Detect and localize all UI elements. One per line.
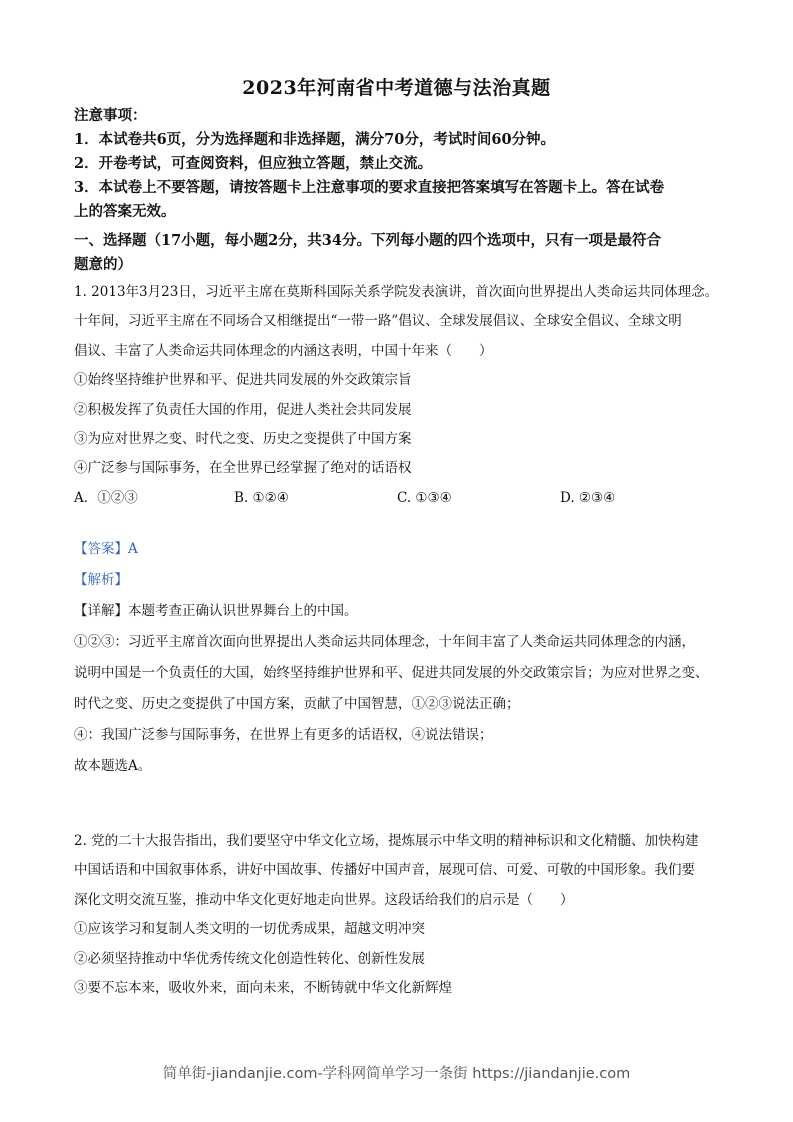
notice-item: 1．本试卷共6页，分为选择题和非选择题，满分70分，考试时间60分钟。 [74, 131, 556, 148]
statement-item: ②必须坚持推动中华优秀传统文化创造性转化、创新性发展 [74, 950, 425, 967]
section-heading-line: 一、选择题（17小题，每小题2分，共34分。下列每小题的四个选项中，只有一项是最符合 [74, 232, 661, 249]
option-b: B. ①②④ [234, 489, 289, 506]
statement-item: ①应该学习和复制人类文明的一切优秀成果，超越文明冲突 [74, 921, 425, 938]
detail-line: 说明中国是一个负责任的大国，始终坚持维护世界和平、促进共同发展的外交政策宗旨；为应对世界之变、 [74, 665, 709, 681]
notice-item: 3．本试卷上不要答题，请按答题卡上注意事项的要求直接把答案填写在答题卡上。答在试卷 [74, 179, 665, 196]
question-stem-line: 1. 2013年3月23日，习近平主席在莫斯科国际关系学院发表演讲，首次面向世界提出人类命运共同体理念。 [74, 284, 719, 300]
detail-line: 故本题选A。 [74, 758, 152, 774]
detail-line: 时代之变、历史之变提供了中国方案，贡献了中国智慧，①②③说法正确； [74, 696, 520, 712]
detail-line: 【详解】本题考查正确认识世界舞台上的中国。 [74, 603, 358, 619]
question-stem-line: 中国话语和中国叙事体系，讲好中国故事、传播好中国声音，展现可信、可爱、可敬的中国形象。我们要 [74, 862, 695, 879]
notice-heading: 注意事项： [74, 107, 147, 124]
notice-section [74, 104, 724, 224]
question-1 [74, 278, 734, 513]
question-stem-line: 十年间，习近平主席在不同场合又相继提出“一带一路”倡议、全球发展倡议、全球安全倡议、全球文明 [74, 313, 682, 330]
statement-item: ②积极发挥了负责任大国的作用，促进人类社会共同发展 [74, 401, 412, 418]
statement-item: ③为应对世界之变、时代之变、历史之变提供了中国方案 [74, 430, 412, 447]
option-d: D. ②③④ [560, 489, 616, 506]
notice-item: 上的答案无效。 [74, 203, 176, 220]
section-heading [74, 229, 724, 277]
page-title: 2023年河南省中考道德与法治真题 [242, 77, 551, 99]
detail-line: ④：我国广泛参与国际事务，在世界上有更多的话语权，④说法错误； [74, 727, 493, 743]
statement-item: ①始终坚持维护世界和平、促进共同发展的外交政策宗旨 [74, 372, 412, 389]
option-a: A．①②③ [74, 489, 138, 506]
question-stem-line: 2. 党的二十大报告指出，我们要坚守中华文化立场，提炼展示中华文明的精神标识和文化精髓、加快构建 [74, 833, 699, 849]
answer-label: 【答案】A [74, 541, 138, 557]
notice-item: 2．开卷考试，可查阅资料，但应独立答题，禁止交流。 [74, 155, 433, 172]
section-heading-line: 题意的） [74, 256, 132, 273]
statement-item: ④广泛参与国际事务，在全世界已经掌握了绝对的话语权 [74, 460, 412, 477]
question-stem-line: 倡议、丰富了人类命运共同体理念的内涵这表明，中国十年来（ ） [74, 342, 493, 359]
answer-options [74, 484, 734, 513]
option-c: C. ①③④ [397, 489, 452, 506]
detail-line: ①②③：习近平主席首次面向世界提出人类命运共同体理念，十年间丰富了人类命运共同体理念的内涵， [74, 634, 695, 650]
question-stem-line: 深化文明交流互鉴，推动中华文化更好地走向世界。这段话给我们的启示是（ ） [74, 891, 574, 908]
page-footer: 简单街-jiandanjie.com-学科网简单学习一条街 https://jiandanjie.com [162, 1066, 631, 1082]
answer-analysis-1 [74, 534, 734, 782]
statement-item: ③要不忘本来，吸收外来，面向未来，不断铸就中华文化新辉煌 [74, 979, 452, 996]
analysis-label: 【解析】 [74, 572, 128, 588]
question-2 [74, 827, 734, 1003]
